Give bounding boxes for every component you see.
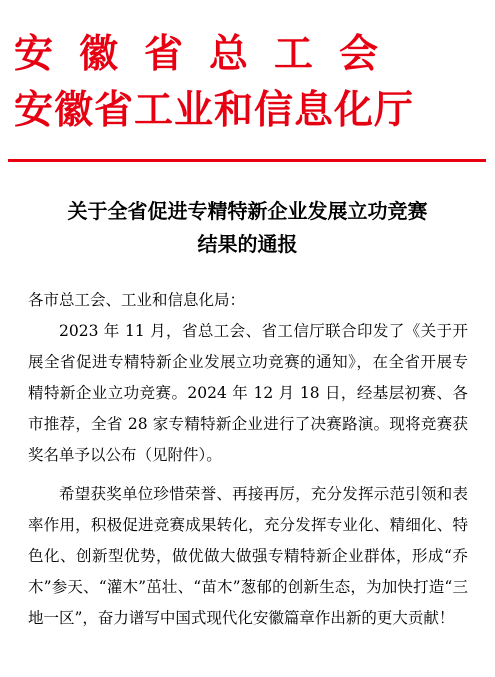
document-title-line-1: 关于全省促进专精特新企业发展立功竞赛 [67, 199, 428, 223]
salutation: 各市总工会、工业和信息化局： [28, 291, 246, 309]
red-header-rule [8, 159, 486, 162]
body-paragraph-1: 2023 年 11 月，省总工会、省工信厅联合印发了《关于开展全省促进专精特新企业发展立功竞赛的通知》，在全省开展专精特新企业立功竞赛。2024 年 12 月 18 日，经基层初赛、各市推荐，全省 28 家专精特新企业进行了决赛路演。现将竞赛获奖名单予以公布（见附件）。 [28, 322, 468, 464]
issuer-name-department: 安徽省工业和信息化厅 [14, 87, 415, 133]
body-paragraph-2: 希望获奖单位珍惜荣誉、再接再厉，充分发挥示范引领和表率作用，积极促进竞赛成果转化，充分发挥专业化、精细化、特色化、创新型优势，做优做大做强专精特新企业群体，形成“乔木”参天、“灌木”茁壮、“苗木”葱郁的创新生态，为加快打造“三地一区”，奋力谱写中国式现代化安徽篇章作出新的更大贡献！ [28, 485, 468, 627]
document-title-line-2: 结果的通报 [197, 232, 298, 256]
issuer-name-union: 安徽省总工会 [14, 31, 405, 77]
